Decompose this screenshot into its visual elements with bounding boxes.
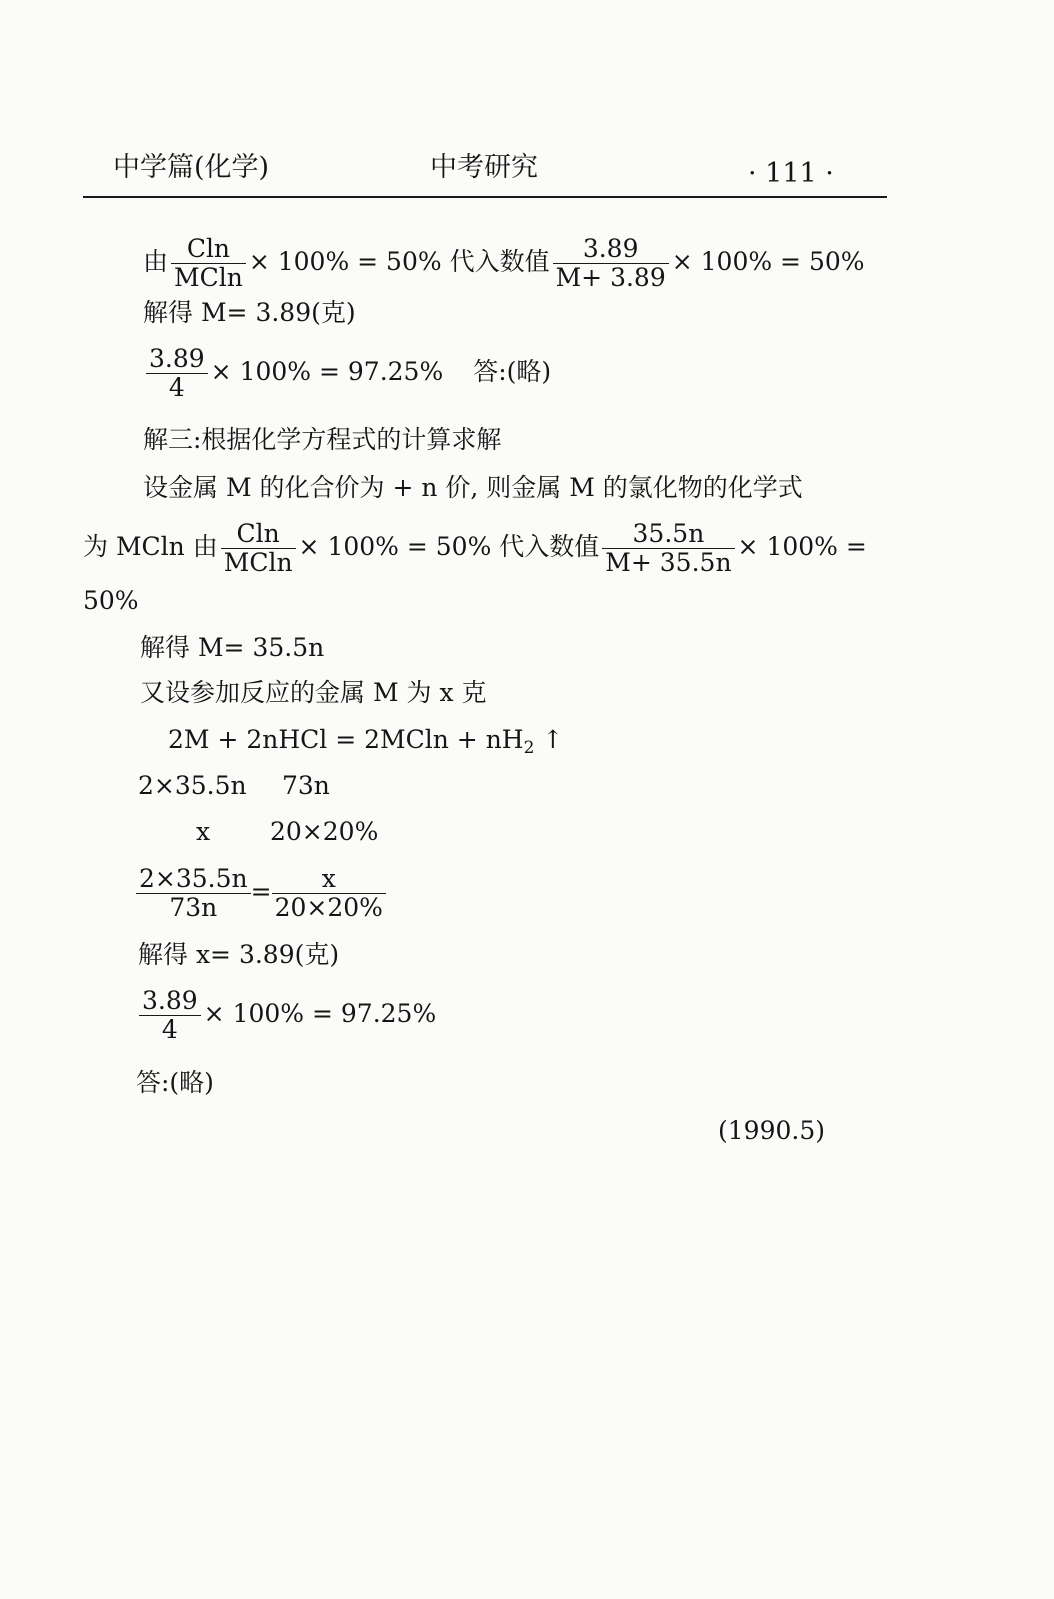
denominator: MCln: [221, 548, 296, 577]
fraction: [139, 987, 201, 1044]
numerator: x: [321, 864, 336, 893]
equals: =: [250, 877, 272, 906]
fraction: [171, 235, 246, 292]
line-assume: 设金属 M 的化合价为 + n 价, 则金属 M 的氯化物的化学式: [143, 473, 803, 502]
text: 为 MCln 由: [83, 532, 218, 561]
denominator: 20×20%: [272, 893, 386, 922]
line-assume-x: 又设参加反应的金属 M 为 x 克: [140, 678, 487, 707]
text: × 100% = 50%: [671, 247, 865, 276]
answer-omitted: 答:(略): [473, 357, 552, 386]
line-solve-x: 解得 x= 3.89(克): [138, 940, 340, 969]
gas-arrow: ↑: [542, 725, 564, 754]
numerator: Cln: [186, 234, 231, 263]
fraction: [221, 520, 296, 577]
proportion: [136, 865, 386, 922]
fraction: [136, 865, 251, 922]
fraction: [602, 520, 734, 577]
text: × 100% =: [737, 532, 867, 561]
numerator: Cln: [236, 519, 280, 548]
equation-text: 2M + 2nHCl = 2MCln + nH: [168, 725, 524, 754]
text: × 100% = 97.25%: [210, 357, 444, 386]
denominator: MCln: [171, 263, 246, 292]
stoich-row-1-left: 2×35.5n: [138, 771, 247, 800]
denominator: 73n: [136, 893, 251, 922]
text: 由: [143, 247, 169, 276]
subscript: 2: [523, 738, 535, 758]
text: × 100% = 50% 代入数值: [298, 532, 600, 561]
numerator: 35.5n: [632, 519, 705, 548]
text: × 100% = 97.25%: [203, 999, 437, 1028]
line-solve-m2: 解得 M= 35.5n: [140, 633, 325, 662]
line-method-3: 解三:根据化学方程式的计算求解: [143, 425, 502, 454]
line-fifty-percent: 50%: [83, 586, 139, 615]
header-rule: [83, 196, 887, 198]
date-note: (1990.5): [718, 1116, 825, 1145]
numerator: 3.89: [149, 344, 205, 373]
line-percent-2: [136, 987, 436, 1044]
running-head-center: 中考研究: [430, 152, 538, 183]
denominator: M+ 35.5n: [602, 548, 734, 577]
line-percent-1: [143, 345, 551, 402]
stoich-row-2-left: x: [196, 817, 211, 846]
numerator: 3.89: [582, 234, 639, 263]
line-ratio-2: [83, 520, 867, 577]
page-number: · 111 ·: [748, 158, 834, 189]
line-answer-omitted: 答:(略): [136, 1068, 214, 1097]
text: × 100% = 50% 代入数值: [248, 247, 550, 276]
fraction: [146, 345, 208, 402]
fraction: [272, 865, 386, 922]
running-head-left: 中学篇(化学): [113, 152, 270, 183]
numerator: 2×35.5n: [139, 864, 248, 893]
numerator: 3.89: [142, 986, 198, 1015]
denominator: 4: [146, 373, 208, 402]
denominator: M+ 3.89: [553, 263, 669, 292]
stoich-row-2-right: 20×20%: [270, 817, 379, 846]
chemical-equation: [168, 725, 563, 763]
line-ratio-1: [143, 235, 865, 292]
line-solve-m: 解得 M= 3.89(克): [143, 298, 356, 327]
fraction: [553, 235, 669, 292]
stoich-row-1-right: 73n: [282, 771, 330, 800]
denominator: 4: [139, 1015, 201, 1044]
